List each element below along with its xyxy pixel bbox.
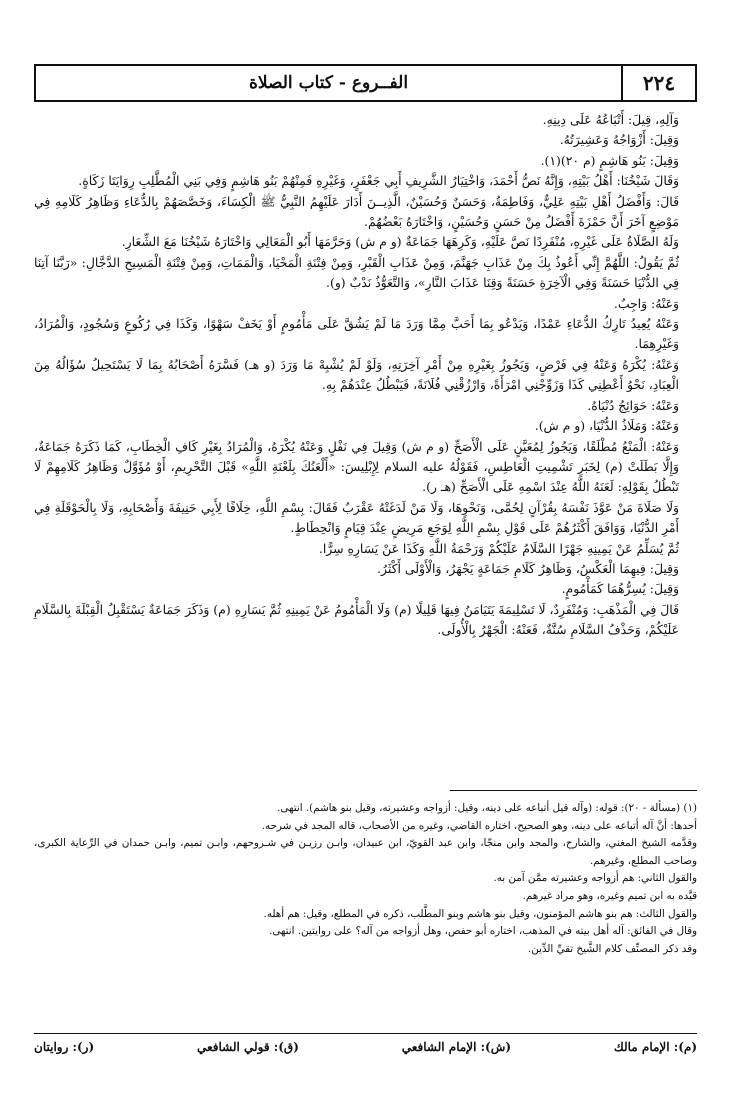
footnote-line: وقدَّمه الشيخ المغني، والشارح، والمجد وابن منجّا، وابن عبد القويّ، ابن عبيدان، وابـن رزيـن في شـروحهم، وابـن تميم، وابـن حمدان في الرِّعاية الكبرى، وصاحب المطلع، وغيرهم.: [34, 837, 697, 867]
text-line: وَعَنْهُ: وَاجِبٌ.: [613, 295, 679, 311]
text-paragraph: ثُمَّ يَقُولُ: اللَّهُمَّ إِنِّي أَعُوذُ بِكَ مِنْ عَذَابِ جَهَنَّمَ، وَمِنْ عَذَابِ الْقَبْرِ، وَمِنْ فِتْنَةِ الْمَحْيَا، وَالْمَمَاتِ، وَمِنْ فِتْنَةِ الْمَسِيحِ الدَّجَّالِ: «رَبَّنَا آتِنَا فِي الدُّنْيَا حَسَنَةً وَفِي الْآخِرَةِ حَسَنَةً وَقِنَا عَذَابَ النَّارِ»، وَالتَّعَوُّذُ نَدْبٌ (و).: [34, 254, 679, 291]
text-paragraph: وَعَنْهُ: الْمَنْعُ مُطْلَقًا، وَيَجُوزُ لِمُعَيَّنٍ عَلَى الْأَصَحِّ (و م ش) وَقِيلَ فِي نَفْلٍ وَعَنْهُ يُكْرَهُ، وَالْمُرَادُ بِغَيْرِ كَافِ الْخِطَابِ، كَمَا ذَكَرَهُ جَمَاعَةٌ، وَإِلَّا بَطَلَتْ (م) لِخَبَرِ تَشْمِيتِ الْعَاطِسِ، فَقَوْلُهُ عليه السلام لِإِبْلِيسَ: «أَلْعَنُكَ بِلَعْنَةِ اللَّهِ» قَبْلَ التَّحْرِيمِ، أَوْ مُؤَوَّلٌ وَظَاهِرُ كَلَامِهِمْ لَا تَبْطُلُ بِقَوْلِهِ: لَعَنَهُ اللَّهُ عِنْدَ اسْمِهِ عَلَى الْأَصَحِّ (هـ ر).: [34, 438, 679, 495]
text-paragraph: قَالَ: وَأَفْضَلُ أَهْلِ بَيْتِهِ عَلِيٌّ، وَفَاطِمَةُ، وَحَسَنٌ وَحُسَيْنٌ، الَّذِيــنَ أَدَارَ عَلَيْهِمُ النَّبِيُّ ﷺ الْكِسَاءَ، وَخَصَّصَهُمْ بِالدُّعَاءِ وَظَاهِرُ كَلَامِهِ فِي مَوْضِعٍ آخَرَ أَنَّ حَمْزَةَ أَفْضَلُ مِنْ حَسَنٍ وَحُسَيْنٍ، وَاخْتَارَهُ بَعْضُهُمْ.: [34, 193, 679, 230]
abbrev-two-narrations: (ر): روايتان: [34, 1040, 95, 1054]
text-line: وَآلِهِ، قِيلَ: أَتْبَاعُهُ عَلَى دِينِهِ.: [542, 112, 679, 127]
text-paragraph: وَقَالَ شَيْخُنَا: أَهْلُ بَيْتِهِ، وَإِنَّهُ نَصُّ أَحْمَدَ، وَاخْتِيَارُ الشَّرِيفِ أَبِي جَعْفَرٍ، وَغَيْرِهِ فَمِنْهُمْ بَنُو هَاشِمٍ وَفِي بَنِي الْمُطَّلِبِ رِوَايَتَا زَكَاةٍ.: [78, 173, 679, 189]
footnote-line: قيَّده به ابن تميم وغيره، وهو مراد غيرهم.: [522, 889, 697, 902]
footnote-line: وقال في الفائق: آله أهل بيته في المذهب، اختاره أبو حفص، وهل أزواجه من آله؟ على روايتين. انتهى.: [269, 925, 697, 938]
text-line: وَعَنْهُ: وَمَلَاذُ الدُّنْيَا، (و م ش).: [534, 418, 679, 434]
footnote-line: أحدها: أنَّ آله أتباعه على دينه، وهو الصحيح، اختاره القاضي، وغيره من الأصحاب، قاله المجد في شرحه.: [261, 819, 697, 832]
footnote-line: والقول الثالث: هم بنو هاشم المؤمنون، وقيل بنو هاشم وبنو المطَّلب، ذكره في المطلع، وقيل: هم أهله.: [263, 907, 697, 920]
page-number: ٢٢٤: [621, 66, 695, 100]
abbrev-shafii-two-opinions: (ق): قولي الشافعي: [196, 1040, 299, 1054]
footnote-line: وقد ذكر المصنِّف كلام الشَّيخ تقيِّ الدِّين.: [527, 942, 697, 955]
text-paragraph: قَالَ فِي الْمَذْهَبِ: وَمُنْفَرِدٌ، لَا تَسْلِيمَةَ يَتَيَامَنُ فِيهَا قَلِيلًا (م) وَلَا الْمَأْمُومُ عَنْ يَمِينِهِ ثُمَّ يَسَارِهِ (م) وَذَكَرَ جَمَاعَةٌ يَسْتَقْبِلُ الْقِبْلَةَ بِالسَّلَامِ عَلَيْكُمْ، وَحَذْفُ السَّلَامِ سُنَّةٌ، فَعَنْهُ: الْجَهْرُ بِالْأُولَى.: [34, 601, 679, 638]
abbreviation-key: [34, 1033, 697, 1060]
text-line: وَقِيلَ: أَزْوَاجُهُ وَعَشِيرَتُهُ.: [559, 132, 679, 148]
page-header: [34, 64, 697, 102]
text-line: وَقِيلَ: يُسِرُّهُمَا كَمَأْمُومٍ.: [561, 581, 679, 597]
text-paragraph: وَعَنْهُ يُعِيدُ تَارِكُ الدُّعَاءِ عَمْدًا، وَيَدْعُو بِمَا أَحَبَّ مِمَّا وَرَدَ مَا لَمْ يَشُقَّ عَلَى مَأْمُومٍ أَوْ يَخَفْ سَهْوًا، وَكَذَا فِي رُكُوعٍ وَسُجُودٍ، وَالْمُرَادُ، وَغَيْرِهِمَا.: [34, 316, 679, 352]
main-text: [34, 110, 697, 641]
abbrev-shafii: (ش): الإمام الشافعي: [401, 1040, 512, 1054]
footnote-line: (١) (مسألة - ٢٠): قوله: (وآله قيل أتباعه على دينه، وقيل: أزواجه وعشيرته، وقيل بنو هاشم). انتهى.: [277, 802, 697, 814]
text-line: وَقِيلَ: بَنُو هَاشِمٍ (م ٢٠)(١).: [540, 152, 679, 168]
footnote-line: والقول الثاني: هم أزواجه وعشيرته ممَّن آمن به.: [493, 872, 697, 885]
abbrev-malik: (م): الإمام مالك: [613, 1040, 697, 1054]
text-line: وَقِيلَ: فِيهِمَا الْعَكْسُ، وَظَاهِرُ كَلَامِ جَمَاعَةٍ يَجْهَرُ، وَالْأَوْلَى أَكْثَرُ.: [377, 560, 679, 576]
text-line: ثُمَّ يُسَلِّمُ عَنْ يَمِينِهِ جَهْرًا السَّلَامُ عَلَيْكُمْ وَرَحْمَةُ اللَّهِ وَكَذَا عَنْ يَسَارِهِ سِرًّا.: [318, 540, 679, 556]
footnotes: [34, 800, 697, 958]
text-line: وَعَنْهُ: حَوَائِجُ دُنْيَاهُ.: [587, 397, 679, 413]
text-paragraph: وَعَنْهُ: يُكْرَهُ وَعَنْهُ فِي فَرْضٍ، وَيَجُوزُ بِغَيْرِهِ مِنْ أَمْرِ آخِرَتِهِ، وَلَوْ لَمْ يُشْبِهْ مَا وَرَدَ (و هـ) فَسَّرَهُ أَصْحَابُهُ بِمَا لَا يَسْتَحِيلُ سُؤَالُهُ مِنَ الْعِبَادِ، نَحْوُ أَعْطِنِي كَذَا وَزَوِّجْنِي امْرَأَةً، وَارْزُقْنِي فُلَانَةً، فَيَبْطُلُ عِنْدَهُمْ بِهِ.: [34, 356, 679, 393]
running-title: الفــروع - كتاب الصلاة: [248, 73, 409, 93]
footnote-divider: [450, 790, 697, 791]
text-paragraph: وَلَا صَلَاةَ مَنْ عَوَّذَ نَفْسَهُ بِقُرْآنٍ لِحُمَّى، وَنَحْوِهَا، وَلَا مَنْ لَدَغَتْهُ عَقْرَبٌ فَقَالَ: بِسْمِ اللَّهِ، خِلَافًا لِأَبِي حَنِيفَةَ وَأَصْحَابِهِ، وَلَا بِالْحَوْقَلَةِ فِي أَمْرِ الدُّنْيَا، وَوَافَقَ أَكْثَرُهُمْ عَلَى قَوْلِ بِسْمِ اللَّهِ لِوَجَعِ مَرِيضٍ عِنْدَ قِيَامٍ وَانْحِطَاطٍ.: [34, 499, 679, 536]
text-paragraph: وَلَهُ الصَّلَاةُ عَلَى غَيْرِهِ، مُنْفَرِدًا نَصَّ عَلَيْهِ، وَكَرِهَهَا جَمَاعَةٌ (و م ش) وَحَرَّمَهَا أَبُو الْمَعَالِي وَاخْتَارَهُ شَيْخُنَا مَعَ الشِّعَارِ.: [121, 234, 679, 250]
